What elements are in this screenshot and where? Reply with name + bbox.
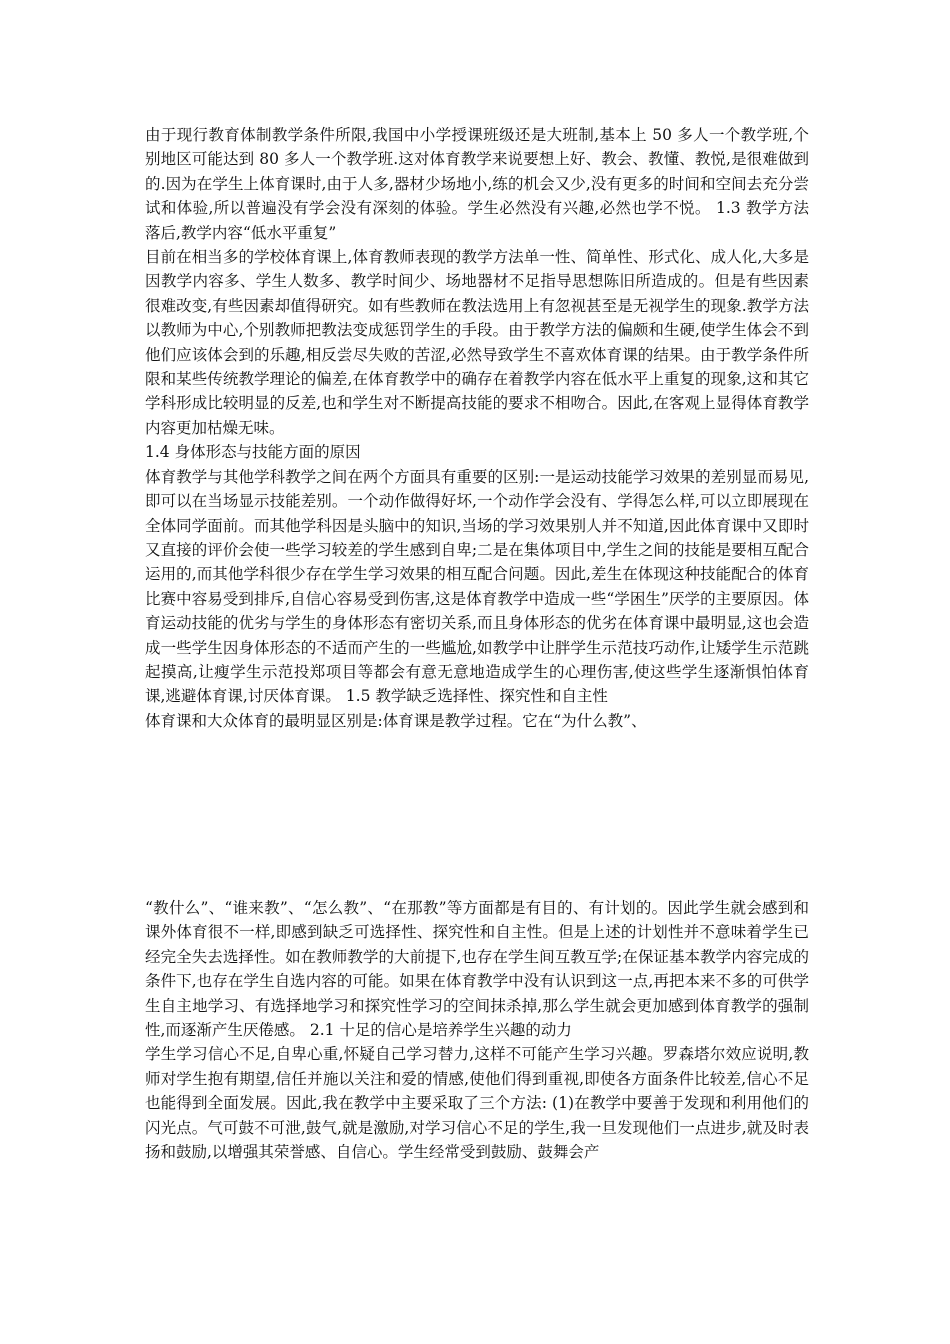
text-block-lower bbox=[145, 896, 809, 1164]
paragraph-teaching-methods: 目前在相当多的学校体育课上,体育教师表现的教学方法单一性、简单性、形式化、成人化,大多是因教学内容多、学生人数多、教学时间少、场地器材不足指导思想陈旧所造成的。但是有些因素很难改变,有些因素却值得研究。如有些教师在教法选用上有忽视甚至是无视学生的现象.教学方法以教师为中心,个别教师把教法变成惩罚学生的手段。由于教学方法的偏颇和生硬,使学生体会不到他们应该体会到的乐趣,相反尝尽失败的苦涩,必然导致学生不喜欢体育课的结果。由于教学条件所限和某些传统教学理论的偏差,在体育教学中的确存在着教学内容在低水平上重复的现象,这和其它学科形成比较明显的反差,也和学生对不断提高技能的要求不相吻合。因此,在客观上显得体育教学内容更加枯燥无味。 bbox=[145, 248, 809, 437]
paragraph-class-size: 由于现行教育体制教学条件所限,我国中小学授课班级还是大班制,基本上 50 多人一个教学班,个别地区可能达到 80 多人一个教学班.这对体育教学来说要想上好、教会、教懂、教悦,是很难做到的.因为在学生上体育课时,由于人多,器材少场地小,练的机会又少,没有更多的时间和空间去充分尝试和体验,所以普遍没有学会没有深刻的体验。学生必然没有兴趣,必然也学不悦。 1.3 教学方法落后,教学内容“低水平重复” bbox=[145, 126, 809, 242]
paragraph-pe-vs-public-sport: 体育课和大众体育的最明显区别是:体育课是教学过程。它在“为什么教”、 bbox=[145, 711, 647, 730]
paragraph-body-skills: 体育教学与其他学科教学之间在两个方面具有重要的区别:一是运动技能学习效果的差别显而易见,即可以在当场显示技能差别。一个动作做得好坏,一个动作学会没有、学得怎么样,可以立即展现在全体同学面前。而其他学科因是头脑中的知识,当场的学习效果别人并不知道,因此体育课中又即时又直接的评价会使一些学习较差的学生感到自卑;二是在集体项目中,学生之间的技能是要相互配合运用的,而其他学科很少存在学生学习效果的相互配合问题。因此,差生在体现这种技能配合的体育比赛中容易受到排斥,自信心容易受到伤害,这是体育教学中造成一些“学困生”厌学的主要原因。体育运动技能的优劣与学生的身体形态有密切关系,而且身体形态的优劣在体育课中最明显,这也会造成一些学生因身体形态的不适而产生的一些尴尬,如教学中让胖学生示范技巧动作,让矮学生示范跳起摸高,让瘦学生示范投郑项目等都会有意无意地造成学生的心理伤害,使这些学生逐渐惧怕体育课,逃避体育课,讨厌体育课。 1.5 教学缺乏选择性、探究性和自主性 bbox=[145, 467, 809, 706]
paragraph-planning-choice: “教什么”、“谁来教”、“怎么教”、“在那教”等方面都是有目的、有计划的。因此学生就会感到和课外体育很不一样,即感到缺乏可选择性、探究性和自主性。但是上述的计划性并不意味着学生已经完全失去选择性。如在教师教学的大前提下,也存在学生间互教互学;在保证基本教学内容完成的条件下,也存在学生自选内容的可能。如果在体育教学中没有认识到这一点,再把本来不多的可供学生自主地学习、有选择地学习和探究性学习的空间抹杀掉,那么学生就会更加感到体育教学的强制性,而逐渐产生厌倦感。 2.1 十足的信心是培养学生兴趣的动力 bbox=[145, 899, 809, 1040]
text-block-upper bbox=[145, 123, 809, 733]
paragraph-confidence: 学生学习信心不足,自卑心重,怀疑自己学习替力,这样不可能产生学习兴趣。罗森塔尔效应说明,教师对学生抱有期望,信任并施以关注和爱的情感,使他们得到重视,即使各方面条件比较差,信心不足也能得到全面发展。因此,我在教学中主要采取了三个方法: (1)在教学中要善于发现和利用他们的闪光点。气可鼓不可泄,鼓气,就是激励,对学习信心不足的学生,我一旦发现他们一点进步,就及时表扬和鼓励,以增强其荣誉感、自信心。学生经常受到鼓励、鼓舞会产 bbox=[145, 1045, 809, 1162]
section-heading-1-4: 1.4 身体形态与技能方面的原因 bbox=[145, 443, 361, 462]
